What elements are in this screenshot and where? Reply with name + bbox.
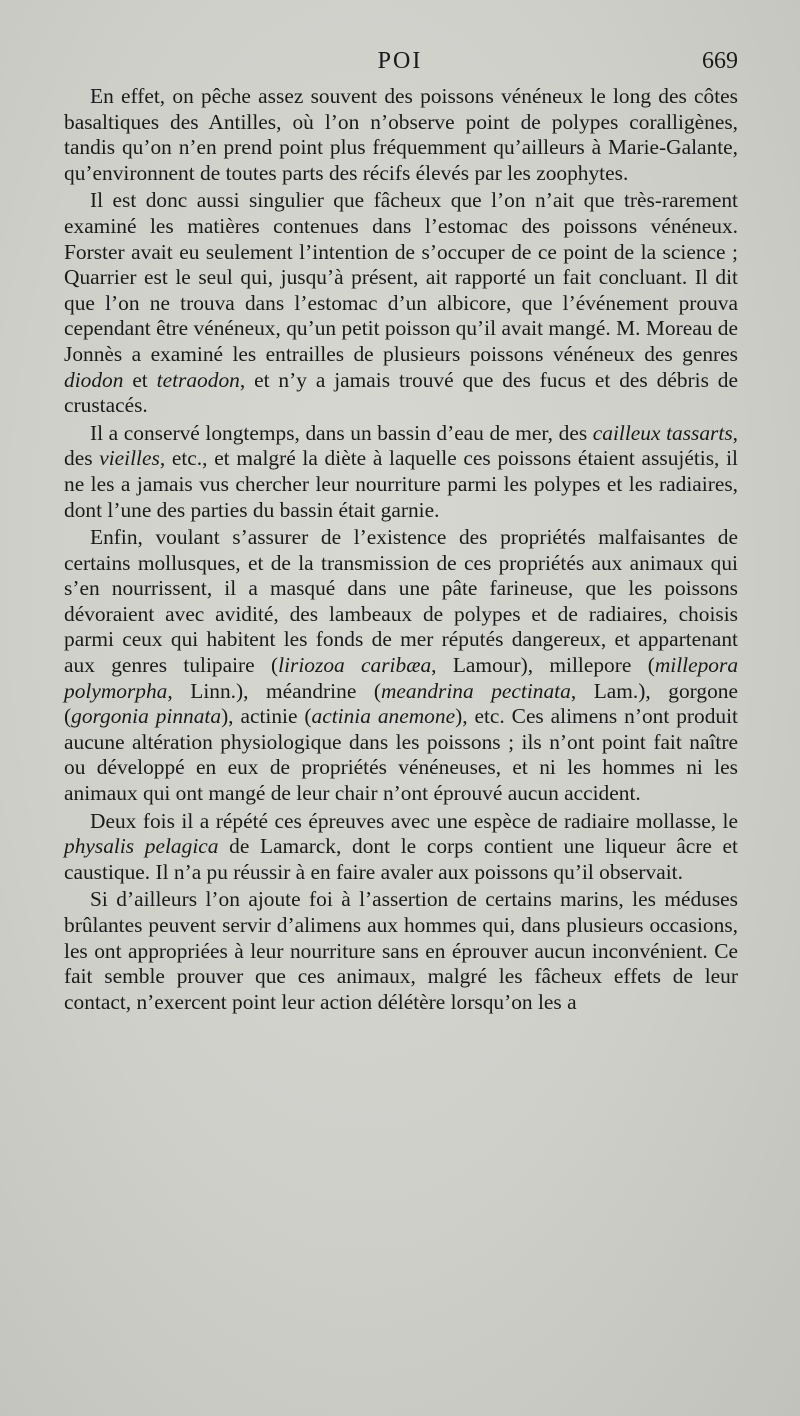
paragraph (64, 809, 738, 886)
text-run: ), etc. Ces alimens n’ont produit aucune altération physiologique dans les poissons ; ils n’ont point fait naître ou développé en eux de propriétés vénéneuses, et ni les hommes ni les animaux qui ont mangé de leur chair n’ont éprouvé aucun accident. (64, 704, 739, 806)
text-run: Deux fois il a répété ces épreuves avec une espèce de radiaire mollasse, le (90, 808, 738, 833)
italic-term: tetraodon (156, 367, 240, 392)
text-run: Il a conservé longtemps, dans un bassin d’eau de mer, des (90, 420, 593, 445)
text-run: de Lamarck, dont le corps contient une liqueur âcre et caustique. Il n’a pu réussir à en faire avaler aux poissons qu’il observait. (64, 834, 738, 884)
text-run: , Linn.), méandrine ( (167, 678, 381, 703)
italic-term: liriozoa caribæa (278, 653, 432, 678)
paragraph (64, 421, 738, 523)
italic-term: cailleux tassarts (592, 420, 733, 445)
italic-term: gorgonia pinnata (71, 704, 222, 729)
text-run: et (123, 367, 157, 392)
paragraph (64, 84, 738, 186)
italic-term: diodon (64, 367, 124, 392)
paragraph (64, 887, 738, 1015)
text-run: ), actinie ( (221, 704, 312, 729)
italic-term: actinia anemone (311, 704, 456, 729)
paragraph (64, 188, 738, 418)
paragraph (64, 525, 738, 807)
body-text (64, 84, 738, 1015)
text-run: Si d’ailleurs l’on ajoute foi à l’assertion de certains marins, les méduses brûlantes peuvent servir d’alimens aux hommes qui, dans plusieurs occasions, les ont appropriées à leur nourriture sans en éprouver aucun inconvénient. Ce fait semble prouver que ces animaux, malgré les fâcheux effets de leur contact, n’exercent point leur action délétère lorsqu’on les a (64, 887, 738, 1014)
text-run: Il est donc aussi singulier que fâcheux que l’on n’ait que très-rarement examiné les matières contenues dans l’estomac des poissons vénéneux. Forster avait eu seulement l’intention de s’occuper de ce point de la science ; Quarrier est le seul qui, jusqu’à présent, ait rapporté un fait concluant. Il dit que l’on ne trouva dans l’estomac d’un albicore, que l’événement prouva cependant être vénéneux, qu’un petit poisson qu’il avait mangé. M. Moreau de Jonnès a examiné les entrailles de plusieurs poissons vénéneux des genres (64, 188, 738, 366)
italic-term: vieilles (99, 446, 160, 471)
italic-term: millepora polymorpha (64, 653, 739, 703)
running-title: POI (377, 48, 423, 74)
text-run: , Lamour), millepore ( (431, 653, 655, 678)
page-number: 669 (702, 48, 738, 74)
italic-term: meandrina pectinata (380, 678, 571, 703)
text-run: , et n’y a jamais trouvé que des fucus et des débris de crustacés. (64, 367, 738, 418)
text-run: , des (64, 420, 739, 471)
text-run: Enfin, voulant s’assurer de l’existence des propriétés malfaisantes de certains mollusques, et de la transmission de ces propriétés aux animaux qui s’en nourrissent, il a masqué dans une pâte farineuse, que les poissons dévoraient avec avidité, des lambeaux de polypes et de radiaires, choisis parmi ceux qui habitent les fonds de mer réputés dangereux, et appartenant aux genres tulipaire ( (64, 525, 738, 678)
italic-term: physalis pelagica (64, 834, 219, 859)
text-run: , Lam.), gorgone ( (64, 678, 738, 729)
text-run: En effet, on pêche assez souvent des poissons vénéneux le long des côtes basaltiques des Antilles, où l’on n’observe point de polypes coralligènes, tandis qu’on n’en prend point plus fréquemment qu’ailleurs à Marie-Galante, qu’environnent de toutes parts des récifs élevés par les zoophytes. (64, 84, 738, 185)
text-run: , etc., et malgré la diète à laquelle ces poissons étaient assujétis, il ne les a jamais vus chercher leur nourriture parmi les polypes et les radiaires, dont l’une des parties du bassin était garnie. (64, 446, 738, 522)
running-head (0, 48, 800, 82)
